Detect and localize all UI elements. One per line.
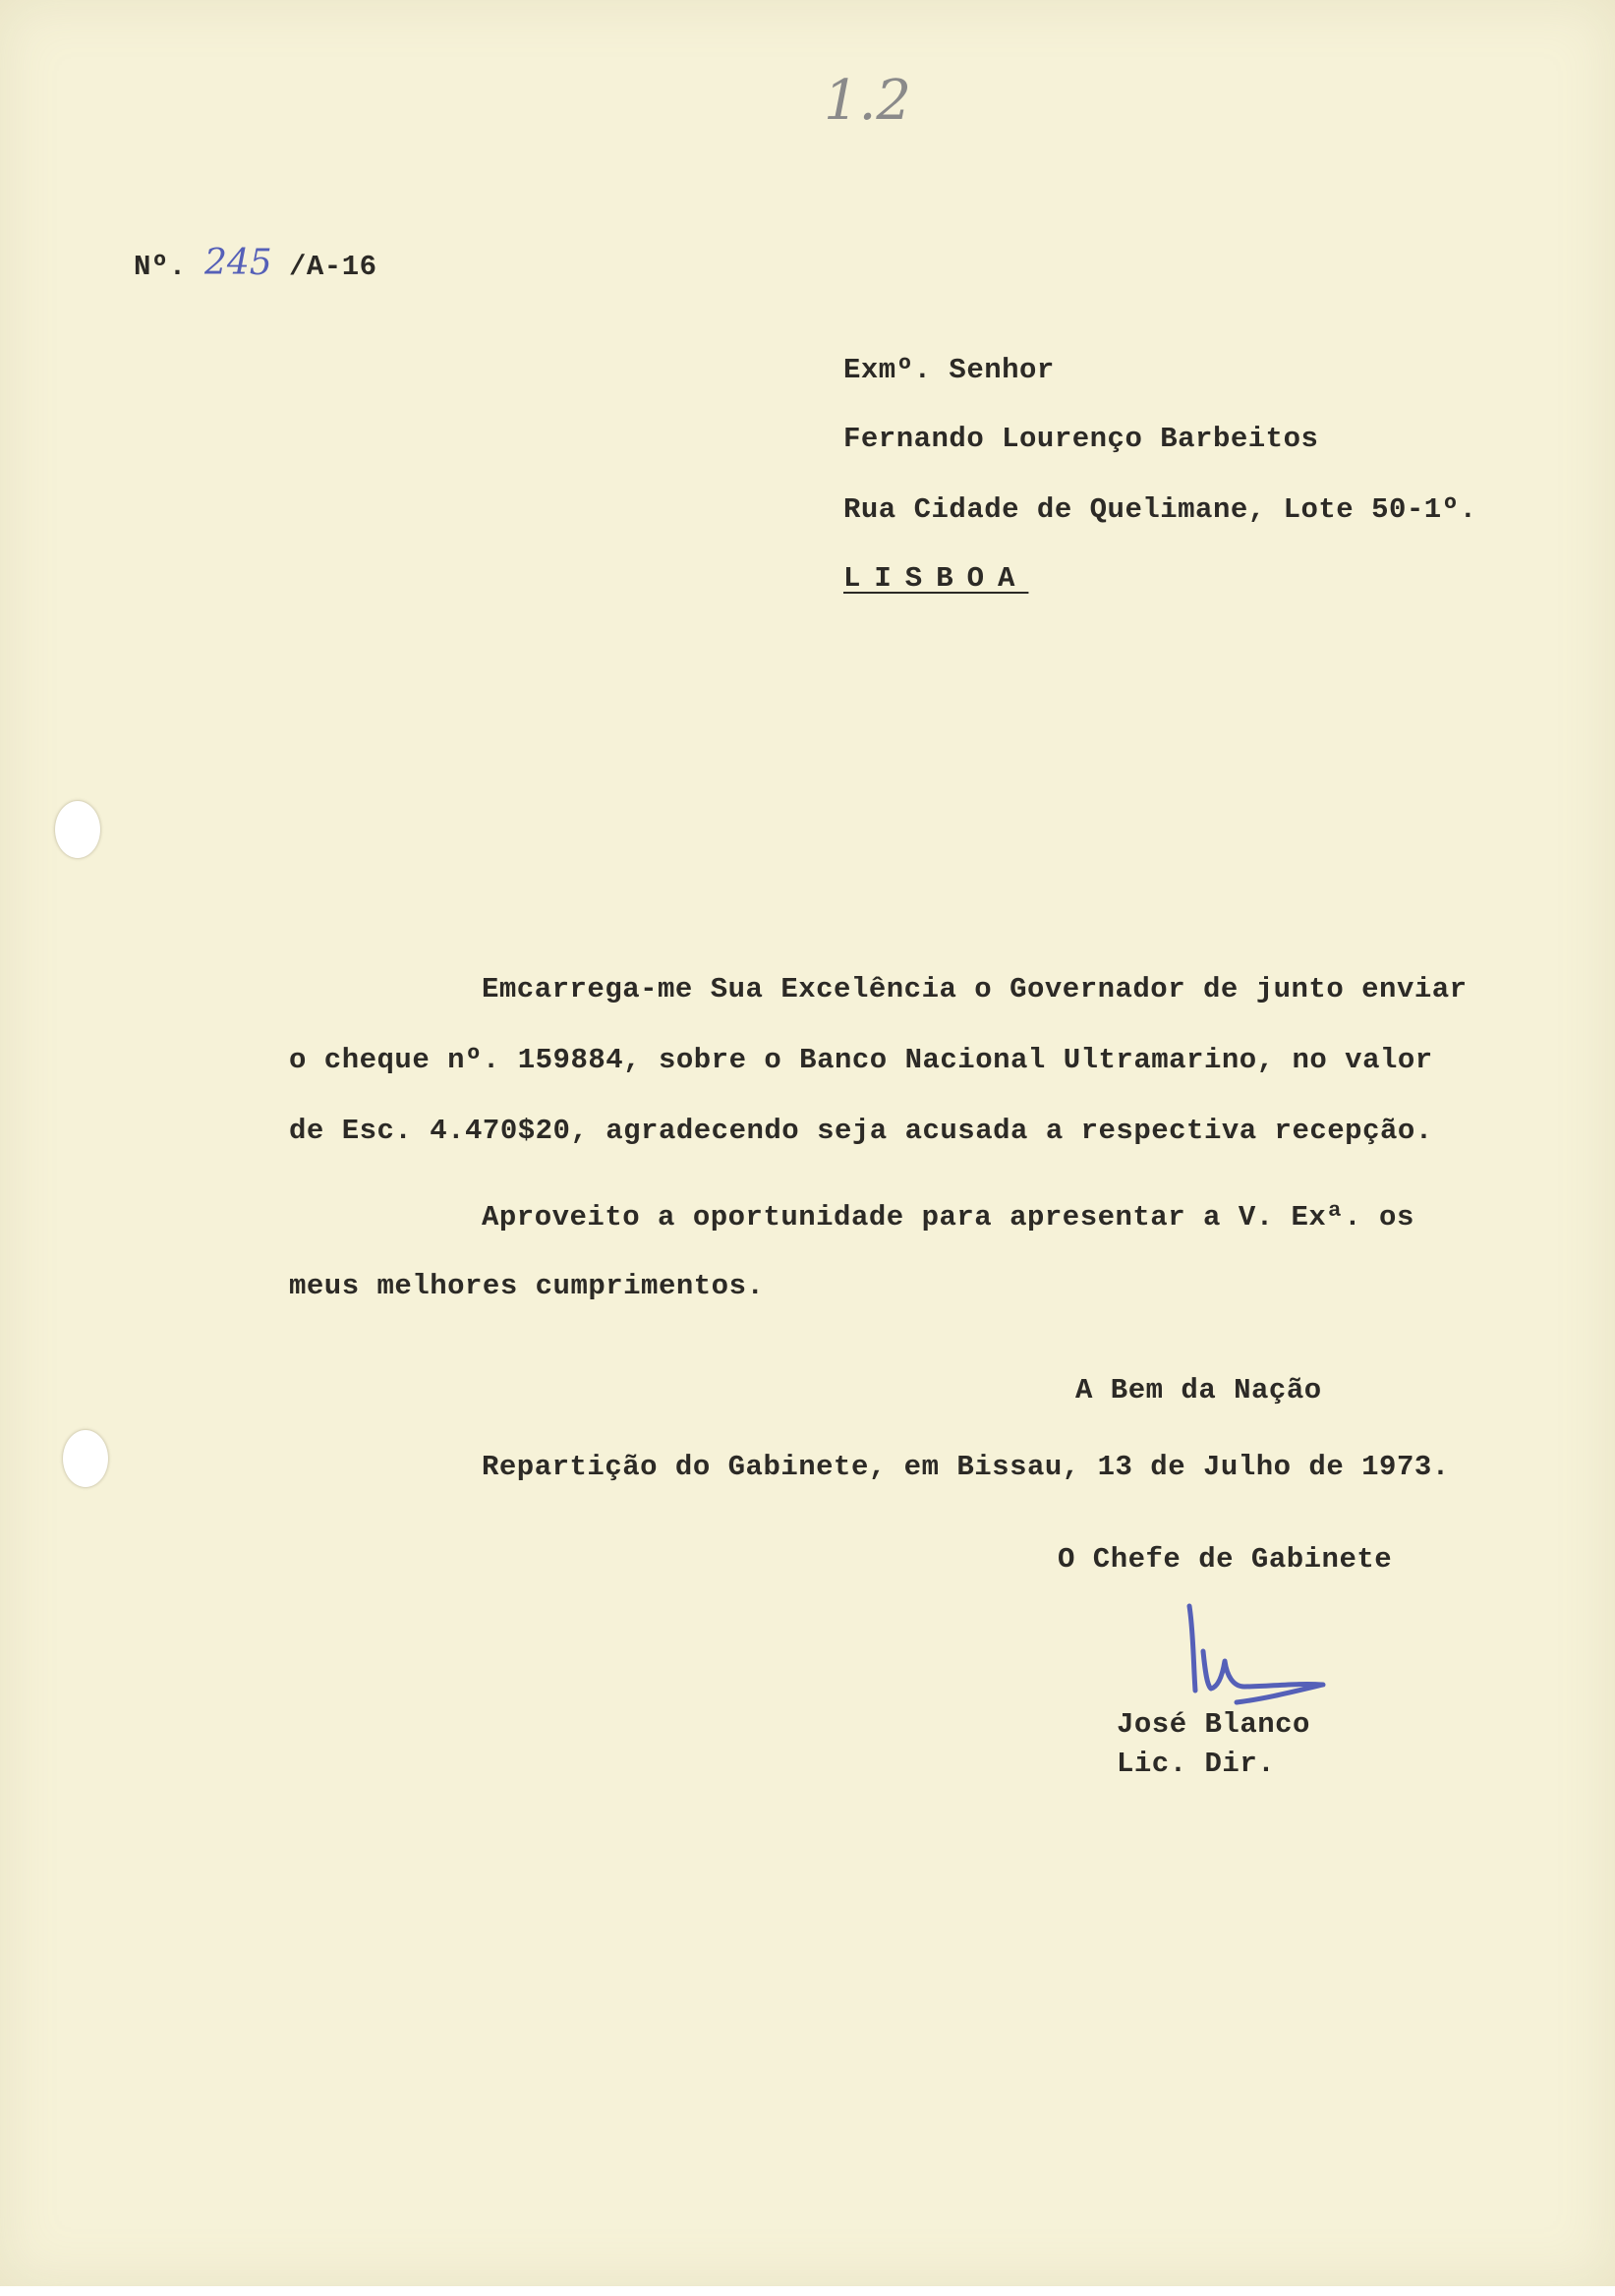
recipient-salutation: Exmº. Senhor xyxy=(843,354,1055,386)
body-line-4: Aproveito a oportunidade para apresentar a V. Exª. os xyxy=(482,1201,1414,1234)
punch-hole-top xyxy=(55,801,100,858)
body-line-3: de Esc. 4.470$20, agradecendo seja acusada a respectiva recepção. xyxy=(289,1115,1433,1147)
reference-suffix: /A-16 xyxy=(289,251,377,283)
body-line-1: Emcarrega-me Sua Excelência o Governador de junto enviar xyxy=(482,973,1468,1005)
recipient-name: Fernando Lourenço Barbeitos xyxy=(843,423,1319,455)
signatory-name: José Blanco xyxy=(1117,1708,1310,1741)
punch-hole-bottom xyxy=(63,1430,108,1487)
recipient-address: Rua Cidade de Quelimane, Lote 50-1º. xyxy=(843,493,1477,526)
closing-place-date: Repartição do Gabinete, em Bissau, 13 de Julho de 1973. xyxy=(482,1451,1450,1483)
page-number: 1.2 xyxy=(824,69,912,133)
body-line-2: o cheque nº. 159884, sobre o Banco Nacional Ultramarino, no valor xyxy=(289,1044,1433,1076)
signatory-degree: Lic. Dir. xyxy=(1117,1748,1276,1780)
reference-number: 245 xyxy=(204,243,272,283)
reference-prefix: Nº. xyxy=(134,251,187,283)
closing-motto: A Bem da Nação xyxy=(1075,1374,1322,1406)
closing-title: O Chefe de Gabinete xyxy=(1058,1543,1393,1576)
recipient-city: LISBOA xyxy=(843,562,1029,595)
body-line-5: meus melhores cumprimentos. xyxy=(289,1270,765,1302)
